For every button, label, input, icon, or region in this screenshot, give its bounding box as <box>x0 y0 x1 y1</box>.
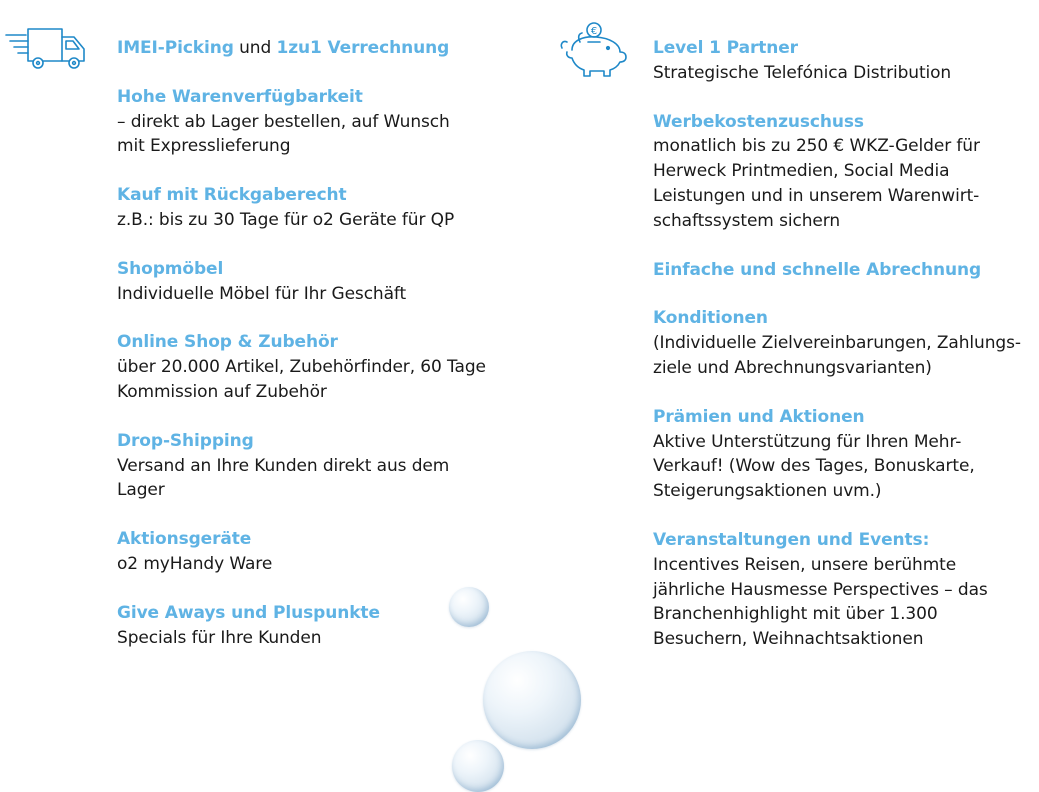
feature-level1-partner <box>653 36 1039 86</box>
description-line: Incentives Reisen, unsere berühmte <box>653 554 957 575</box>
description-line: Herweck Printmedien, Social Media <box>653 161 950 182</box>
feature-title: Kauf mit Rückgaberecht <box>117 185 347 206</box>
feature-title: Einfache und schnelle Abrechnung <box>653 259 982 280</box>
feature-title: Hohe Warenverfügbarkeit <box>117 86 363 107</box>
feature-warenverfuegbarkeit <box>117 85 517 159</box>
title-part-verrechnung: 1zu1 Verrechnung <box>276 38 450 58</box>
feature-imei-picking <box>117 36 517 61</box>
feature-description <box>117 454 517 504</box>
feature-werbekostenzuschuss <box>653 110 1039 234</box>
description-line: z.B.: bis zu 30 Tage für o2 Geräte für QP <box>117 209 455 230</box>
feature-title: Werbekostenzuschuss <box>653 111 864 132</box>
description-line: Steigerungsaktionen uvm.) <box>653 481 882 502</box>
description-line: Verkauf! (Wow des Tages, Bonuskarte, <box>653 456 975 477</box>
feature-title: Prämien und Aktionen <box>653 406 865 427</box>
delivery-truck-icon <box>4 25 90 73</box>
euro-coin-icon: € <box>590 26 598 37</box>
feature-title: Veranstaltungen und Events: <box>653 529 930 550</box>
feature-praemien <box>653 405 1039 504</box>
description-line: – direkt ab Lager bestellen, auf Wunsch <box>117 111 450 132</box>
description-line: Aktive Unterstützung für Ihren Mehr- <box>653 431 962 452</box>
description-line: jährliche Hausmesse Perspectives – das <box>653 579 988 600</box>
description-line: Kommission auf Zubehör <box>117 381 327 402</box>
feature-description <box>117 552 517 577</box>
bubble-decoration-small <box>449 587 489 627</box>
feature-description <box>117 282 517 307</box>
left-column <box>117 36 517 674</box>
feature-aktionsgeraete <box>117 527 517 577</box>
right-column <box>653 36 1039 676</box>
feature-description <box>117 208 517 233</box>
description-line: o2 myHandy Ware <box>117 553 273 574</box>
feature-abrechnung <box>653 258 1039 283</box>
title-part-imei: IMEI-Picking <box>117 38 234 58</box>
description-line: Individuelle Möbel für Ihr Geschäft <box>117 283 407 304</box>
feature-title: Drop-Shipping <box>117 430 254 451</box>
feature-description <box>653 134 1039 233</box>
bubble-decoration-large <box>483 651 581 749</box>
feature-description <box>653 61 1039 86</box>
description-line: Lager <box>117 480 165 501</box>
feature-title <box>117 36 517 61</box>
description-line: über 20.000 Artikel, Zubehörfinder, 60 Tage <box>117 357 486 378</box>
description-line: Strategische Telefónica Distribution <box>653 62 952 83</box>
description-line: (Individuelle Zielvereinbarungen, Zahlungs- <box>653 333 1021 354</box>
feature-drop-shipping <box>117 429 517 503</box>
description-line: monatlich bis zu 250 € WKZ-Gelder für <box>653 136 980 157</box>
feature-title: Aktionsgeräte <box>117 529 252 550</box>
bubble-decoration-bottom <box>452 740 504 792</box>
feature-description <box>117 355 517 405</box>
description-line: Besuchern, Weihnachtsaktionen <box>653 629 924 650</box>
title-part-und: und <box>233 38 277 58</box>
feature-rueckgaberecht <box>117 183 517 233</box>
feature-konditionen <box>653 306 1039 380</box>
feature-description <box>653 430 1039 504</box>
feature-description <box>653 331 1039 381</box>
feature-title: Give Aways und Pluspunkte <box>117 602 380 623</box>
feature-online-shop <box>117 330 517 404</box>
feature-description <box>653 553 1039 652</box>
description-line: Leistungen und in unserem Warenwirt- <box>653 185 980 206</box>
feature-title: Online Shop & Zubehör <box>117 332 338 353</box>
feature-veranstaltungen <box>653 528 1039 652</box>
description-line: ziele und Abrechnungsvarianten) <box>653 357 932 378</box>
description-line: Specials für Ihre Kunden <box>117 627 322 648</box>
feature-title: Konditionen <box>653 308 768 329</box>
feature-description <box>117 110 517 160</box>
piggy-bank-icon <box>558 20 630 82</box>
feature-description <box>117 626 517 651</box>
description-line: schaftssystem sichern <box>653 210 840 231</box>
description-line: mit Expresslieferung <box>117 136 291 157</box>
description-line: Branchenhighlight mit über 1.300 <box>653 604 938 625</box>
feature-title: Shopmöbel <box>117 258 224 279</box>
feature-shopmoebel <box>117 257 517 307</box>
description-line: Versand an Ihre Kunden direkt aus dem <box>117 455 450 476</box>
feature-title: Level 1 Partner <box>653 38 798 58</box>
